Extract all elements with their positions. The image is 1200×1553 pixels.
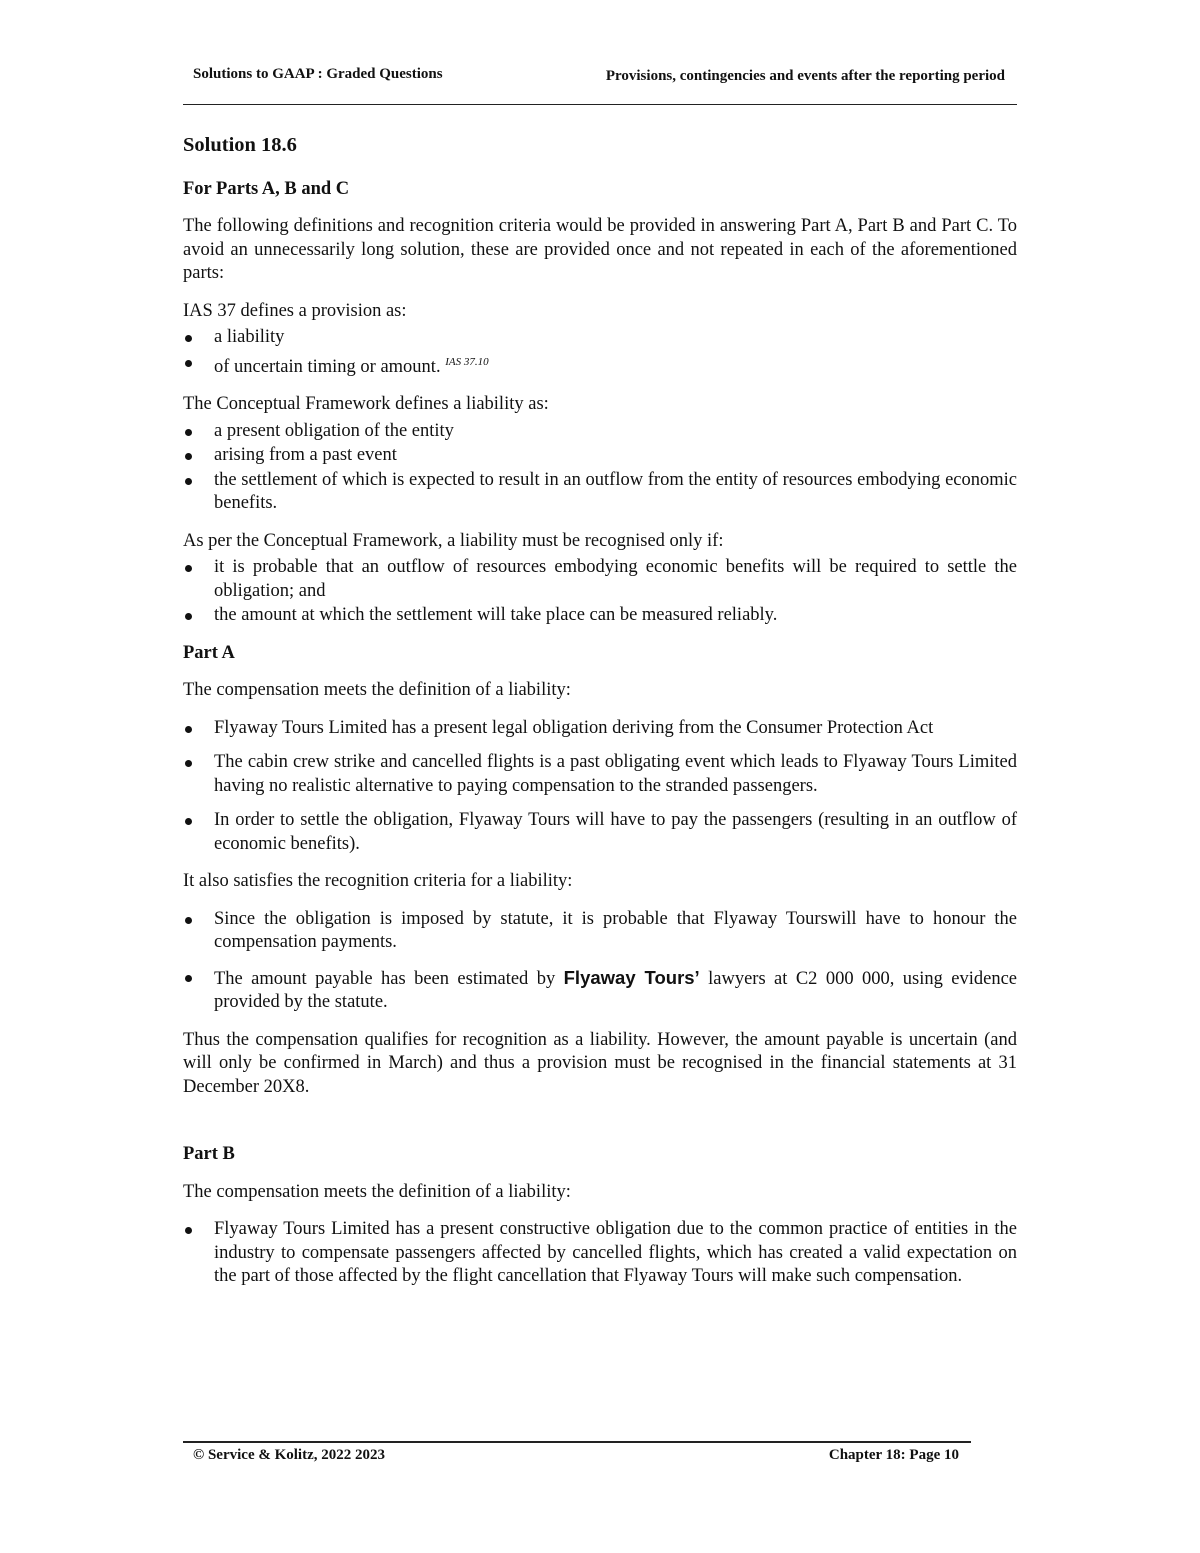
liability-definition-list	[183, 420, 1017, 516]
header-chapter-title: Provisions, contingencies and events after the reporting period	[605, 68, 1005, 84]
part-a-conclusion: Thus the compensation qualifies for recognition as a liability. However, the amount payable is uncertain (and will only be confirmed in March) and thus a provision must be recognised in the financial statements at 31 December 20X8.	[183, 1029, 1017, 1097]
footer-copyright: © Service & Kolitz, 2022 2023	[193, 1447, 385, 1463]
list-item: a present obligation of the entity	[183, 420, 1017, 444]
liability-lead: The Conceptual Framework defines a liability as:	[183, 394, 549, 414]
provision-list	[183, 326, 1017, 379]
footer-page-number: Chapter 18: Page 10	[828, 1447, 959, 1463]
list-item: In order to settle the obligation, Flyaway Tours will have to pay the passengers (resulting in an outflow of economic benefits).	[183, 809, 1017, 856]
part-a-criteria-lead: It also satisfies the recognition criteria for a liability:	[183, 871, 573, 891]
page-footer	[183, 1441, 971, 1467]
bullet-icon	[185, 818, 192, 825]
bullet-icon	[185, 429, 192, 436]
heading-part-a: Part A	[183, 642, 235, 663]
bullet-icon	[185, 360, 192, 367]
part-a-definition-list	[183, 717, 1017, 857]
bullet-icon	[185, 917, 192, 924]
spacer	[183, 1113, 1017, 1143]
part-a-criteria-list	[183, 908, 1017, 1015]
heading-part-b: Part B	[183, 1144, 235, 1164]
bullet-icon	[185, 565, 192, 572]
page-header	[183, 64, 1017, 105]
recognition-lead: As per the Conceptual Framework, a liability must be recognised only if:	[183, 530, 724, 551]
list-item: The amount payable has been estimated by Flyaway Tours’ lawyers at C2 000 000, using evidence provided by the statute.	[183, 966, 1017, 1015]
bullet-icon	[185, 453, 192, 460]
ias-reference: IAS 37.10	[445, 355, 489, 368]
list-item: the amount at which the settlement will take place can be measured reliably.	[183, 604, 1017, 628]
header-book-title: Solutions to GAAP : Graded Questions	[193, 66, 443, 82]
bullet-icon	[185, 726, 192, 733]
recognition-list	[183, 556, 1017, 628]
page-content	[183, 134, 1017, 1303]
bullet-icon	[185, 335, 192, 342]
list-item: it is probable that an outflow of resources embodying economic benefits will be required to settle the obligation; and	[183, 556, 1017, 603]
list-item: the settlement of which is expected to result in an outflow from the entity of resources embodying economic benefits.	[183, 469, 1017, 516]
provision-lead: IAS 37 defines a provision as:	[183, 300, 407, 321]
part-b-definition-list	[183, 1218, 1017, 1289]
part-a-definition-lead: The compensation meets the definition of a liability:	[183, 680, 571, 700]
bullet-icon	[185, 478, 192, 485]
bullet-icon	[185, 975, 192, 982]
list-item: arising from a past event	[183, 444, 1017, 468]
list-item: a liability	[183, 326, 1017, 350]
part-b-definition-lead: The compensation meets the definition of a liability:	[183, 1181, 571, 1202]
bullet-icon	[185, 1227, 192, 1234]
list-item: of uncertain timing or amount. $^{IAS 37.10}$	[183, 351, 1017, 380]
list-item: Flyaway Tours Limited has a present legal obligation deriving from the Consumer Protection Act	[183, 717, 1017, 741]
list-item: The cabin crew strike and cancelled flights is a past obligating event which leads to Flyaway Tours Limited having no realistic alternative to paying compensation to the stranded passengers.	[183, 751, 1017, 798]
list-item: Since the obligation is imposed by statute, it is probable that Flyaway Tourswill have to honour the compensation payments.	[183, 908, 1017, 955]
intro-paragraph: The following definitions and recognition criteria would be provided in answering Part A, Part B and Part C. To avoid an unnecessarily long solution, these are provided once and not repeated in each of the aforementioned parts:	[183, 216, 1017, 283]
list-item: Flyaway Tours Limited has a present constructive obligation due to the common practice of entities in the industry to compensate passengers affected by cancelled flights, which has created a valid expectation on the part of those affected by the flight cancellation that Flyaway Tours will make such compensation.	[183, 1218, 1017, 1289]
bullet-icon	[185, 760, 192, 767]
heading-parts-abc: For Parts A, B and C	[183, 178, 350, 199]
solution-title: Solution 18.6	[183, 134, 297, 156]
company-name-bold: Flyaway Tours’	[563, 966, 700, 988]
bullet-icon	[185, 613, 192, 620]
